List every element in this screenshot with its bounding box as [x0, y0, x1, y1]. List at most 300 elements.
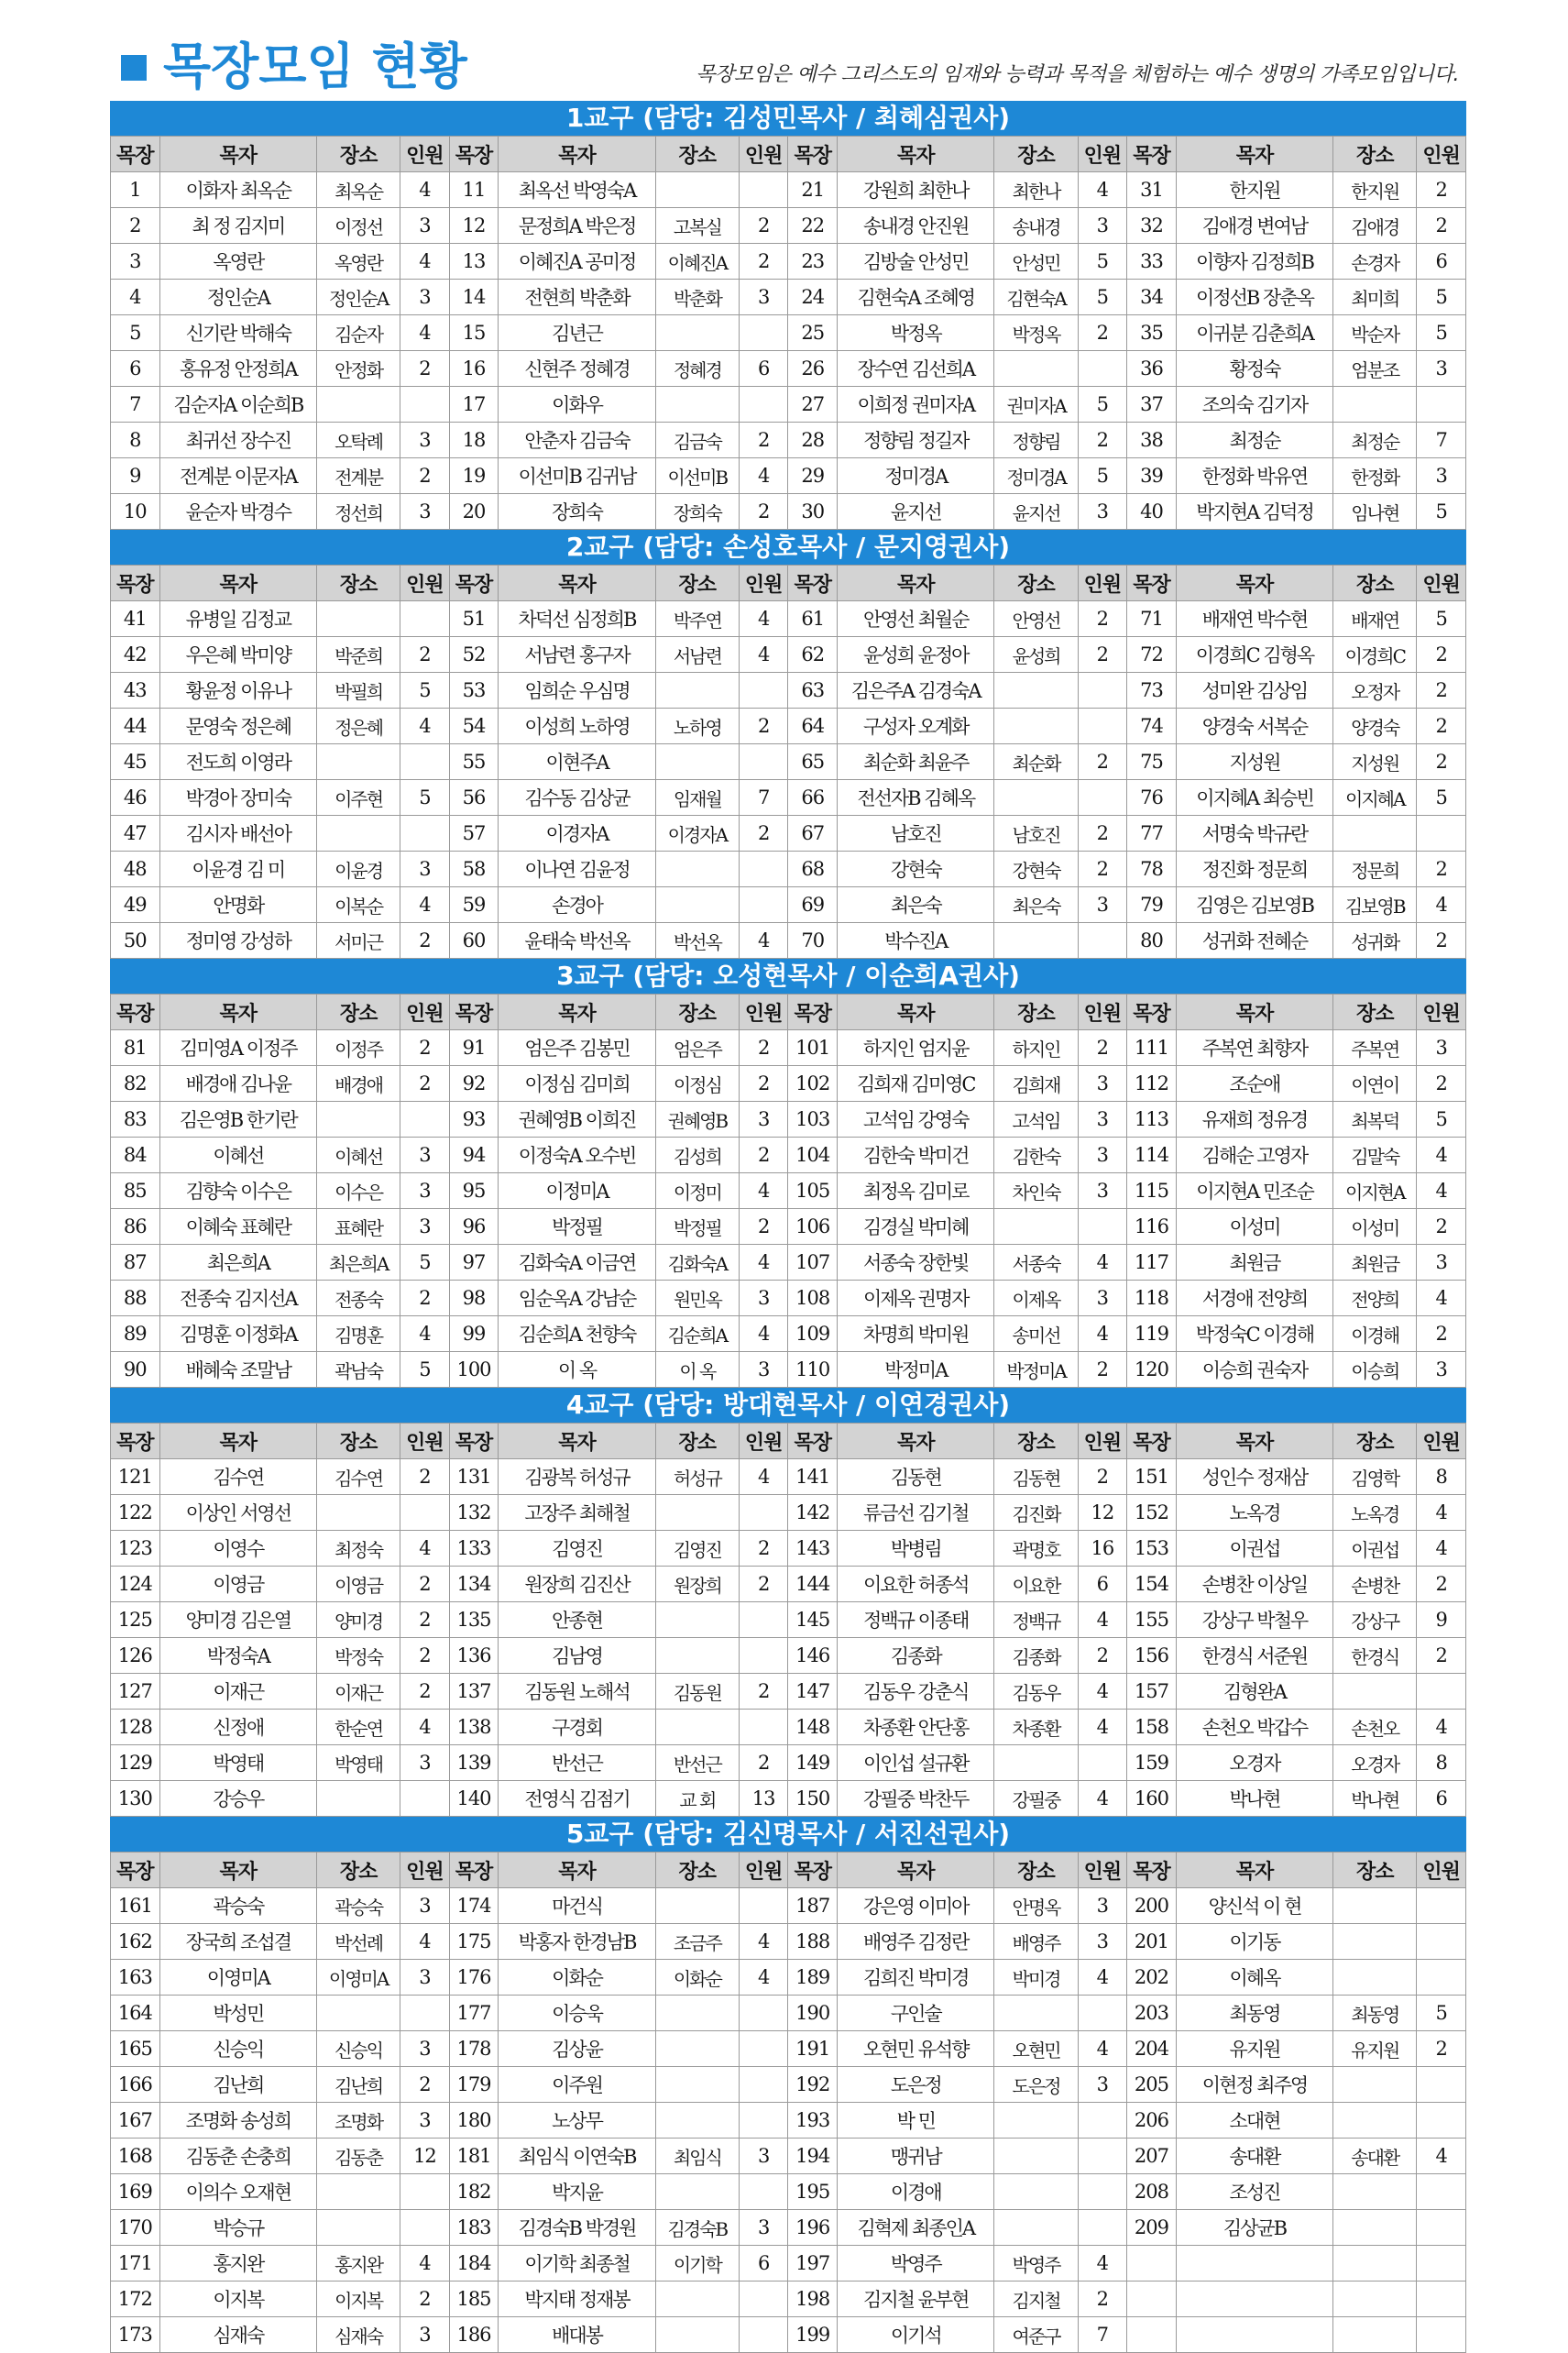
leader-names: 한경식 서준원	[1176, 1638, 1332, 1674]
meeting-place: 한경식	[1333, 1638, 1417, 1674]
meeting-place: 이연이	[1333, 1066, 1417, 1102]
column-header-meeting-place: 장소	[655, 1853, 739, 1888]
leader-names: 구경회	[499, 1710, 655, 1745]
group-number: 148	[788, 1710, 838, 1745]
column-header-group-number: 목장	[111, 566, 160, 601]
member-count: 7	[1078, 2317, 1127, 2353]
meeting-place	[655, 887, 739, 923]
member-count: 4	[400, 172, 450, 208]
member-count: 2	[1417, 208, 1466, 244]
table-row	[111, 172, 1466, 208]
leader-names: 임순옥A 강남순	[499, 1281, 655, 1316]
member-count: 3	[400, 1138, 450, 1173]
meeting-place: 조금주	[655, 1924, 739, 1960]
member-count: 3	[1078, 1102, 1127, 1138]
member-count: 2	[1078, 601, 1127, 637]
group-number: 74	[1127, 709, 1177, 744]
leader-names: 차덕선 심정희B	[499, 601, 655, 637]
meeting-place: 손경자	[1333, 244, 1417, 280]
leader-names: 하지인 엄지윤	[838, 1030, 994, 1066]
column-header-group-number: 목장	[1127, 1853, 1177, 1888]
group-number: 188	[788, 1924, 838, 1960]
group-number: 37	[1127, 387, 1177, 423]
group-number: 154	[1127, 1567, 1177, 1602]
member-count: 2	[400, 1066, 450, 1102]
member-count	[739, 1638, 788, 1674]
table-row	[111, 637, 1466, 673]
group-number: 201	[1127, 1924, 1177, 1960]
district-tables	[110, 101, 1466, 2353]
member-count	[739, 2031, 788, 2067]
table-row	[111, 458, 1466, 494]
member-count: 2	[1078, 315, 1127, 351]
group-number: 129	[111, 1745, 160, 1781]
group-number: 156	[1127, 1638, 1177, 1674]
member-count	[739, 2282, 788, 2317]
member-count: 2	[1078, 1030, 1127, 1066]
group-number: 141	[788, 1459, 838, 1495]
group-number: 127	[111, 1674, 160, 1710]
meeting-place: 이주현	[317, 780, 400, 816]
leader-names: 양신석 이 현	[1176, 1888, 1332, 1924]
group-number: 97	[449, 1245, 499, 1281]
group-number: 48	[111, 852, 160, 887]
leader-names: 이나연 김윤정	[499, 852, 655, 887]
meeting-place	[994, 2103, 1078, 2139]
member-count: 8	[1417, 1745, 1466, 1781]
meeting-place: 엄분조	[1333, 351, 1417, 387]
group-number: 119	[1127, 1316, 1177, 1352]
column-header-meeting-place: 장소	[994, 566, 1078, 601]
member-count: 2	[1078, 852, 1127, 887]
meeting-place	[655, 1996, 739, 2031]
meeting-place	[655, 2103, 739, 2139]
table-row	[111, 673, 1466, 709]
leader-names: 김영진	[499, 1531, 655, 1567]
leader-names: 김화숙A 이금연	[499, 1245, 655, 1281]
column-header-member-count: 인원	[1417, 995, 1466, 1030]
leader-names: 김수연	[159, 1459, 316, 1495]
leader-names: 박승규	[159, 2210, 316, 2246]
column-header-leader-names: 목자	[1176, 137, 1332, 172]
leader-names: 심재숙	[159, 2317, 316, 2353]
member-count: 3	[1417, 1245, 1466, 1281]
meeting-place: 최복덕	[1333, 1102, 1417, 1138]
meeting-place: 송미선	[994, 1316, 1078, 1352]
group-number: 78	[1127, 852, 1177, 887]
group-number: 203	[1127, 1996, 1177, 2031]
table-header-row	[111, 1853, 1466, 1888]
leader-names: 강필중 박찬두	[838, 1781, 994, 1817]
leader-names: 전계분 이문자A	[159, 458, 316, 494]
meeting-place: 강현숙	[994, 852, 1078, 887]
member-count: 6	[1417, 244, 1466, 280]
group-number: 86	[111, 1209, 160, 1245]
group-number: 77	[1127, 816, 1177, 852]
column-header-group-number: 목장	[449, 137, 499, 172]
leader-names: 이제옥 권명자	[838, 1281, 994, 1316]
member-count	[400, 816, 450, 852]
table-row	[111, 1781, 1466, 1817]
meeting-place: 김애경	[1333, 208, 1417, 244]
member-count: 5	[1078, 244, 1127, 280]
group-number: 180	[449, 2103, 499, 2139]
group-number: 153	[1127, 1531, 1177, 1567]
meeting-place: 심재숙	[317, 2317, 400, 2353]
leader-names: 문정희A 박은정	[499, 208, 655, 244]
table-row	[111, 1710, 1466, 1745]
meeting-place	[655, 852, 739, 887]
table-row	[111, 1066, 1466, 1102]
group-number: 16	[449, 351, 499, 387]
member-count: 2	[1417, 1209, 1466, 1245]
leader-names: 박영태	[159, 1745, 316, 1781]
leader-names: 옥영란	[159, 244, 316, 280]
leader-names: 김광복 허성규	[499, 1459, 655, 1495]
column-header-leader-names: 목자	[499, 1853, 655, 1888]
meeting-place	[1333, 2210, 1417, 2246]
group-number: 130	[111, 1781, 160, 1817]
meeting-place: 송대환	[1333, 2139, 1417, 2174]
column-header-meeting-place: 장소	[994, 1424, 1078, 1459]
leader-names: 최임식 이연숙B	[499, 2139, 655, 2174]
leader-names: 이승희 권숙자	[1176, 1352, 1332, 1388]
member-count	[739, 1996, 788, 2031]
meeting-place: 김영학	[1333, 1459, 1417, 1495]
group-number	[1127, 2317, 1177, 2353]
district-section	[110, 959, 1466, 1388]
member-count: 4	[739, 601, 788, 637]
table-row	[111, 2067, 1466, 2103]
table-row	[111, 1173, 1466, 1209]
district-table	[110, 136, 1466, 530]
group-number: 96	[449, 1209, 499, 1245]
member-count: 2	[739, 423, 788, 458]
member-count: 2	[1417, 673, 1466, 709]
member-count: 2	[400, 1638, 450, 1674]
group-number: 18	[449, 423, 499, 458]
leader-names: 이화우	[499, 387, 655, 423]
table-header-row	[111, 137, 1466, 172]
meeting-place: 박영주	[994, 2246, 1078, 2282]
group-number: 200	[1127, 1888, 1177, 1924]
member-count: 3	[400, 280, 450, 315]
table-row	[111, 315, 1466, 351]
meeting-place: 박준희	[317, 637, 400, 673]
meeting-place: 박정옥	[994, 315, 1078, 351]
member-count	[1417, 2067, 1466, 2103]
meeting-place: 조명화	[317, 2103, 400, 2139]
leader-names: 김희재 김미영C	[838, 1066, 994, 1102]
group-number: 165	[111, 2031, 160, 2067]
meeting-place: 이 옥	[655, 1352, 739, 1388]
meeting-place: 박정숙	[317, 1638, 400, 1674]
leader-names: 조순애	[1176, 1066, 1332, 1102]
group-number: 189	[788, 1960, 838, 1996]
group-number: 196	[788, 2210, 838, 2246]
leader-names: 김상윤	[499, 2031, 655, 2067]
leader-names: 박정옥	[838, 315, 994, 351]
meeting-place: 주복연	[1333, 1030, 1417, 1066]
group-number: 13	[449, 244, 499, 280]
group-number: 164	[111, 1996, 160, 2031]
group-number: 194	[788, 2139, 838, 2174]
member-count	[1417, 2210, 1466, 2246]
leader-names: 조명화 송성희	[159, 2103, 316, 2139]
member-count: 6	[739, 2246, 788, 2282]
member-count: 3	[1078, 2067, 1127, 2103]
member-count: 4	[1078, 1781, 1127, 1817]
member-count: 5	[1078, 387, 1127, 423]
group-number: 71	[1127, 601, 1177, 637]
member-count: 4	[1417, 1281, 1466, 1316]
leader-names: 박지윤	[499, 2174, 655, 2210]
leader-names: 이혜진A 공미정	[499, 244, 655, 280]
leader-names: 최옥선 박영숙A	[499, 172, 655, 208]
group-number: 131	[449, 1459, 499, 1495]
member-count: 3	[1078, 887, 1127, 923]
member-count: 4	[1417, 1710, 1466, 1745]
member-count: 3	[739, 1281, 788, 1316]
member-count: 5	[1417, 280, 1466, 315]
meeting-place	[1333, 2174, 1417, 2210]
meeting-place: 김영진	[655, 1531, 739, 1567]
meeting-place: 배영주	[994, 1924, 1078, 1960]
column-header-meeting-place: 장소	[1333, 1853, 1417, 1888]
meeting-place	[1333, 2246, 1417, 2282]
member-count: 4	[400, 2246, 450, 2282]
member-count	[739, 1710, 788, 1745]
member-count	[739, 2103, 788, 2139]
member-count	[1417, 387, 1466, 423]
meeting-place	[317, 1996, 400, 2031]
column-header-meeting-place: 장소	[655, 1424, 739, 1459]
member-count: 2	[1078, 1459, 1127, 1495]
column-header-leader-names: 목자	[159, 1853, 316, 1888]
table-row	[111, 1209, 1466, 1245]
meeting-place	[655, 315, 739, 351]
leader-names: 이영미A	[159, 1960, 316, 1996]
group-number: 175	[449, 1924, 499, 1960]
group-number: 177	[449, 1996, 499, 2031]
meeting-place: 이경희C	[1333, 637, 1417, 673]
meeting-place	[994, 923, 1078, 959]
meeting-place	[317, 1102, 400, 1138]
member-count: 2	[400, 1602, 450, 1638]
leader-names: 문영숙 정은혜	[159, 709, 316, 744]
column-header-meeting-place: 장소	[994, 137, 1078, 172]
meeting-place: 박순자	[1333, 315, 1417, 351]
group-number: 34	[1127, 280, 1177, 315]
leader-names: 한지원	[1176, 172, 1332, 208]
group-number: 36	[1127, 351, 1177, 387]
leader-names: 김종화	[838, 1638, 994, 1674]
table-row	[111, 780, 1466, 816]
leader-names: 박지태 정재봉	[499, 2282, 655, 2317]
group-number: 197	[788, 2246, 838, 2282]
leader-names: 김수동 김상균	[499, 780, 655, 816]
meeting-place: 한정화	[1333, 458, 1417, 494]
leader-names: 오경자	[1176, 1745, 1332, 1781]
leader-names: 김향숙 이수은	[159, 1173, 316, 1209]
group-number: 147	[788, 1674, 838, 1710]
member-count	[739, 673, 788, 709]
meeting-place: 오정자	[1333, 673, 1417, 709]
group-number: 38	[1127, 423, 1177, 458]
member-count	[739, 2067, 788, 2103]
member-count	[739, 1602, 788, 1638]
leader-names: 서명숙 박규란	[1176, 816, 1332, 852]
meeting-place	[655, 1638, 739, 1674]
leader-names: 구인술	[838, 1996, 994, 2031]
member-count: 9	[1417, 1602, 1466, 1638]
district-title: 1교구 (담당: 김성민목사 / 최혜심권사)	[110, 101, 1466, 136]
meeting-place	[655, 1888, 739, 1924]
column-header-group-number: 목장	[1127, 137, 1177, 172]
group-number: 62	[788, 637, 838, 673]
column-header-member-count: 인원	[739, 137, 788, 172]
leader-names: 안명화	[159, 887, 316, 923]
district-table	[110, 1423, 1466, 1817]
leader-names: 서남련 홍구자	[499, 637, 655, 673]
group-number: 198	[788, 2282, 838, 2317]
member-count	[400, 387, 450, 423]
group-number: 104	[788, 1138, 838, 1173]
leader-names: 안영선 최월순	[838, 601, 994, 637]
meeting-place: 이정주	[317, 1030, 400, 1066]
leader-names: 김혁제 최종인A	[838, 2210, 994, 2246]
group-number: 184	[449, 2246, 499, 2282]
member-count: 3	[1078, 1066, 1127, 1102]
member-count	[1078, 2103, 1127, 2139]
group-number: 3	[111, 244, 160, 280]
leader-names: 고장주 최해철	[499, 1495, 655, 1531]
meeting-place	[655, 744, 739, 780]
leader-names: 박정숙A	[159, 1638, 316, 1674]
group-number: 20	[449, 494, 499, 530]
group-number: 92	[449, 1066, 499, 1102]
leader-names: 안종현	[499, 1602, 655, 1638]
group-number: 176	[449, 1960, 499, 1996]
group-number: 30	[788, 494, 838, 530]
column-header-group-number: 목장	[449, 1424, 499, 1459]
meeting-place	[317, 2174, 400, 2210]
leader-names: 이요한 허종석	[838, 1567, 994, 1602]
column-header-leader-names: 목자	[159, 566, 316, 601]
table-row	[111, 1674, 1466, 1710]
member-count: 2	[1078, 637, 1127, 673]
meeting-place: 유지원	[1333, 2031, 1417, 2067]
group-number: 173	[111, 2317, 160, 2353]
table-row	[111, 208, 1466, 244]
group-number: 108	[788, 1281, 838, 1316]
group-number: 93	[449, 1102, 499, 1138]
group-number: 209	[1127, 2210, 1177, 2246]
meeting-place: 박필희	[317, 673, 400, 709]
page-title: 목장모임 현황	[163, 38, 467, 95]
member-count: 2	[739, 1567, 788, 1602]
group-number: 58	[449, 852, 499, 887]
member-count: 4	[739, 923, 788, 959]
column-header-member-count: 인원	[1078, 1853, 1127, 1888]
member-count: 2	[739, 1030, 788, 1066]
member-count	[1078, 1745, 1127, 1781]
leader-names: 장수연 김선희A	[838, 351, 994, 387]
group-number: 159	[1127, 1745, 1177, 1781]
group-number: 39	[1127, 458, 1177, 494]
leader-names: 홍지완	[159, 2246, 316, 2282]
meeting-place: 안성민	[994, 244, 1078, 280]
member-count: 4	[400, 709, 450, 744]
meeting-place	[1333, 1674, 1417, 1710]
group-number: 151	[1127, 1459, 1177, 1495]
group-number: 106	[788, 1209, 838, 1245]
column-header-leader-names: 목자	[838, 1424, 994, 1459]
group-number: 47	[111, 816, 160, 852]
group-number: 54	[449, 709, 499, 744]
leader-names: 유재희 정유경	[1176, 1102, 1332, 1138]
leader-names: 이기학 최종철	[499, 2246, 655, 2282]
meeting-place: 정은혜	[317, 709, 400, 744]
column-header-member-count: 인원	[400, 1853, 450, 1888]
meeting-place	[1333, 816, 1417, 852]
meeting-place: 강필중	[994, 1781, 1078, 1817]
member-count: 2	[1417, 1638, 1466, 1674]
group-number: 87	[111, 1245, 160, 1281]
meeting-place: 최미희	[1333, 280, 1417, 315]
leader-names: 윤순자 박경수	[159, 494, 316, 530]
table-row	[111, 1138, 1466, 1173]
group-number: 102	[788, 1066, 838, 1102]
column-header-member-count: 인원	[400, 137, 450, 172]
member-count: 4	[400, 315, 450, 351]
member-count: 2	[739, 208, 788, 244]
group-number: 168	[111, 2139, 160, 2174]
member-count	[400, 744, 450, 780]
column-header-meeting-place: 장소	[655, 137, 739, 172]
meeting-place: 정인순A	[317, 280, 400, 315]
column-header-member-count: 인원	[1078, 1424, 1127, 1459]
meeting-place: 김동원	[655, 1674, 739, 1710]
group-number: 23	[788, 244, 838, 280]
meeting-place: 배재연	[1333, 601, 1417, 637]
leader-names: 신정애	[159, 1710, 316, 1745]
group-number: 133	[449, 1531, 499, 1567]
column-header-member-count: 인원	[400, 566, 450, 601]
group-number: 112	[1127, 1066, 1177, 1102]
column-header-leader-names: 목자	[159, 1424, 316, 1459]
meeting-place: 정향림	[994, 423, 1078, 458]
meeting-place: 원장희	[655, 1567, 739, 1602]
group-number: 138	[449, 1710, 499, 1745]
group-number: 69	[788, 887, 838, 923]
member-count: 2	[739, 1674, 788, 1710]
group-number: 116	[1127, 1209, 1177, 1245]
meeting-place: 김한숙	[994, 1138, 1078, 1173]
group-number: 185	[449, 2282, 499, 2317]
member-count: 2	[1417, 637, 1466, 673]
column-header-member-count: 인원	[739, 995, 788, 1030]
member-count: 2	[739, 1066, 788, 1102]
meeting-place	[655, 2174, 739, 2210]
meeting-place: 원민옥	[655, 1281, 739, 1316]
meeting-place: 최옥순	[317, 172, 400, 208]
table-row	[111, 2174, 1466, 2210]
member-count	[1417, 1888, 1466, 1924]
meeting-place: 최한나	[994, 172, 1078, 208]
group-number: 166	[111, 2067, 160, 2103]
leader-names: 박정숙C 이경해	[1176, 1316, 1332, 1352]
